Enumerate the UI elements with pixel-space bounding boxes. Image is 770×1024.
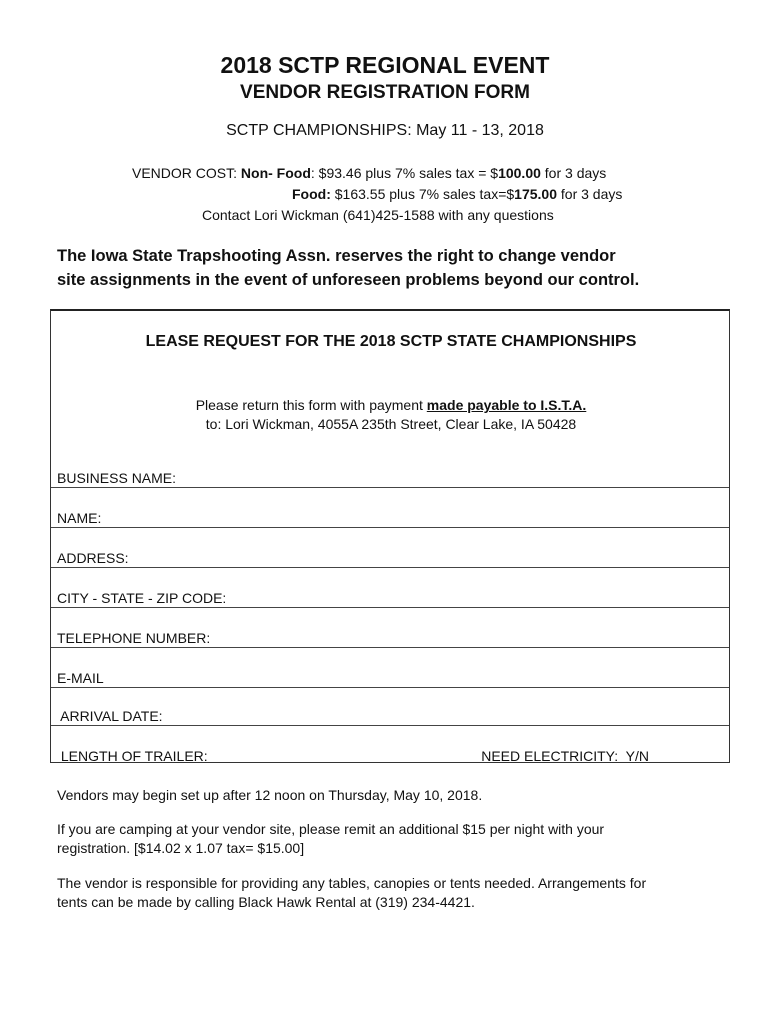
food-total: 175.00 — [514, 186, 557, 202]
responsibility-note-line-2: tents can be made by calling Black Hawk Rental at (319) 234-4421. — [57, 894, 475, 910]
address-label: ADDRESS: — [57, 550, 129, 566]
camping-note-line-2: registration. [$14.02 x 1.07 tax= $15.00] — [57, 840, 305, 856]
nonfood-duration: for 3 days — [540, 165, 607, 181]
notice-line-2: site assignments in the event of unforeseen problems beyond our control. — [57, 271, 640, 289]
camping-note — [57, 820, 717, 858]
payable-to: made payable to I.S.T.A. — [426, 397, 587, 413]
food-cost-line — [292, 186, 622, 202]
city-state-zip-label: CITY - STATE - ZIP CODE: — [57, 590, 227, 606]
food-duration: for 3 days — [557, 186, 623, 202]
return-address: to: Lori Wickman, 4055A 235th Street, Clear Lake, IA 50428 — [205, 416, 577, 432]
arrival-date-label: ARRIVAL DATE: — [57, 708, 163, 724]
return-instructions — [51, 397, 731, 413]
telephone-label: TELEPHONE NUMBER: — [57, 630, 211, 646]
responsibility-note — [57, 874, 717, 912]
email-field[interactable] — [51, 648, 729, 688]
championship-dates: SCTP CHAMPIONSHIPS: May 11 - 13, 2018 — [226, 122, 544, 139]
food-label: Food: — [292, 186, 331, 202]
name-label: NAME: — [57, 510, 102, 526]
business-name-label: BUSINESS NAME: — [57, 470, 177, 486]
nonfood-cost-line — [132, 165, 606, 181]
lease-title: LEASE REQUEST FOR THE 2018 SCTP STATE CHAMPIONSHIPS — [145, 333, 637, 350]
lease-request-box — [50, 309, 730, 763]
responsibility-note-line-1: The vendor is responsible for providing any tables, canopies or tents needed. Arrangements for — [57, 875, 647, 891]
address-field[interactable] — [51, 528, 729, 568]
city-state-zip-field[interactable] — [51, 568, 729, 608]
arrival-date-field[interactable] — [51, 686, 729, 726]
return-prefix: Please return this form with payment — [195, 397, 427, 413]
setup-note: Vendors may begin set up after 12 noon on Thursday, May 10, 2018. — [57, 787, 483, 803]
email-label: E-MAIL — [57, 670, 104, 686]
trailer-electricity-field[interactable] — [51, 725, 729, 765]
food-price: $163.55 plus 7% sales tax=$ — [330, 186, 515, 202]
telephone-field[interactable] — [51, 608, 729, 648]
notice-text — [57, 244, 717, 292]
trailer-length-label: LENGTH OF TRAILER: — [57, 748, 208, 764]
vendor-cost-label: VENDOR COST: — [132, 165, 238, 181]
notice-line-1: The Iowa State Trapshooting Assn. reserves the right to change vendor — [57, 247, 616, 265]
nonfood-total: 100.00 — [498, 165, 541, 181]
contact-line: Contact Lori Wickman (641)425-1588 with any questions — [202, 207, 554, 223]
name-field[interactable] — [51, 488, 729, 528]
camping-note-line-1: If you are camping at your vendor site, please remit an additional $15 per night with your — [57, 821, 605, 837]
nonfood-price: : $93.46 plus 7% sales tax = $ — [310, 165, 499, 181]
business-name-field[interactable] — [51, 448, 729, 488]
electricity-label: NEED ELECTRICITY: Y/N — [481, 748, 649, 764]
form-subtitle: VENDOR REGISTRATION FORM — [240, 82, 530, 103]
form-title: 2018 SCTP REGIONAL EVENT — [220, 52, 550, 78]
nonfood-label: Non- Food — [240, 165, 311, 181]
